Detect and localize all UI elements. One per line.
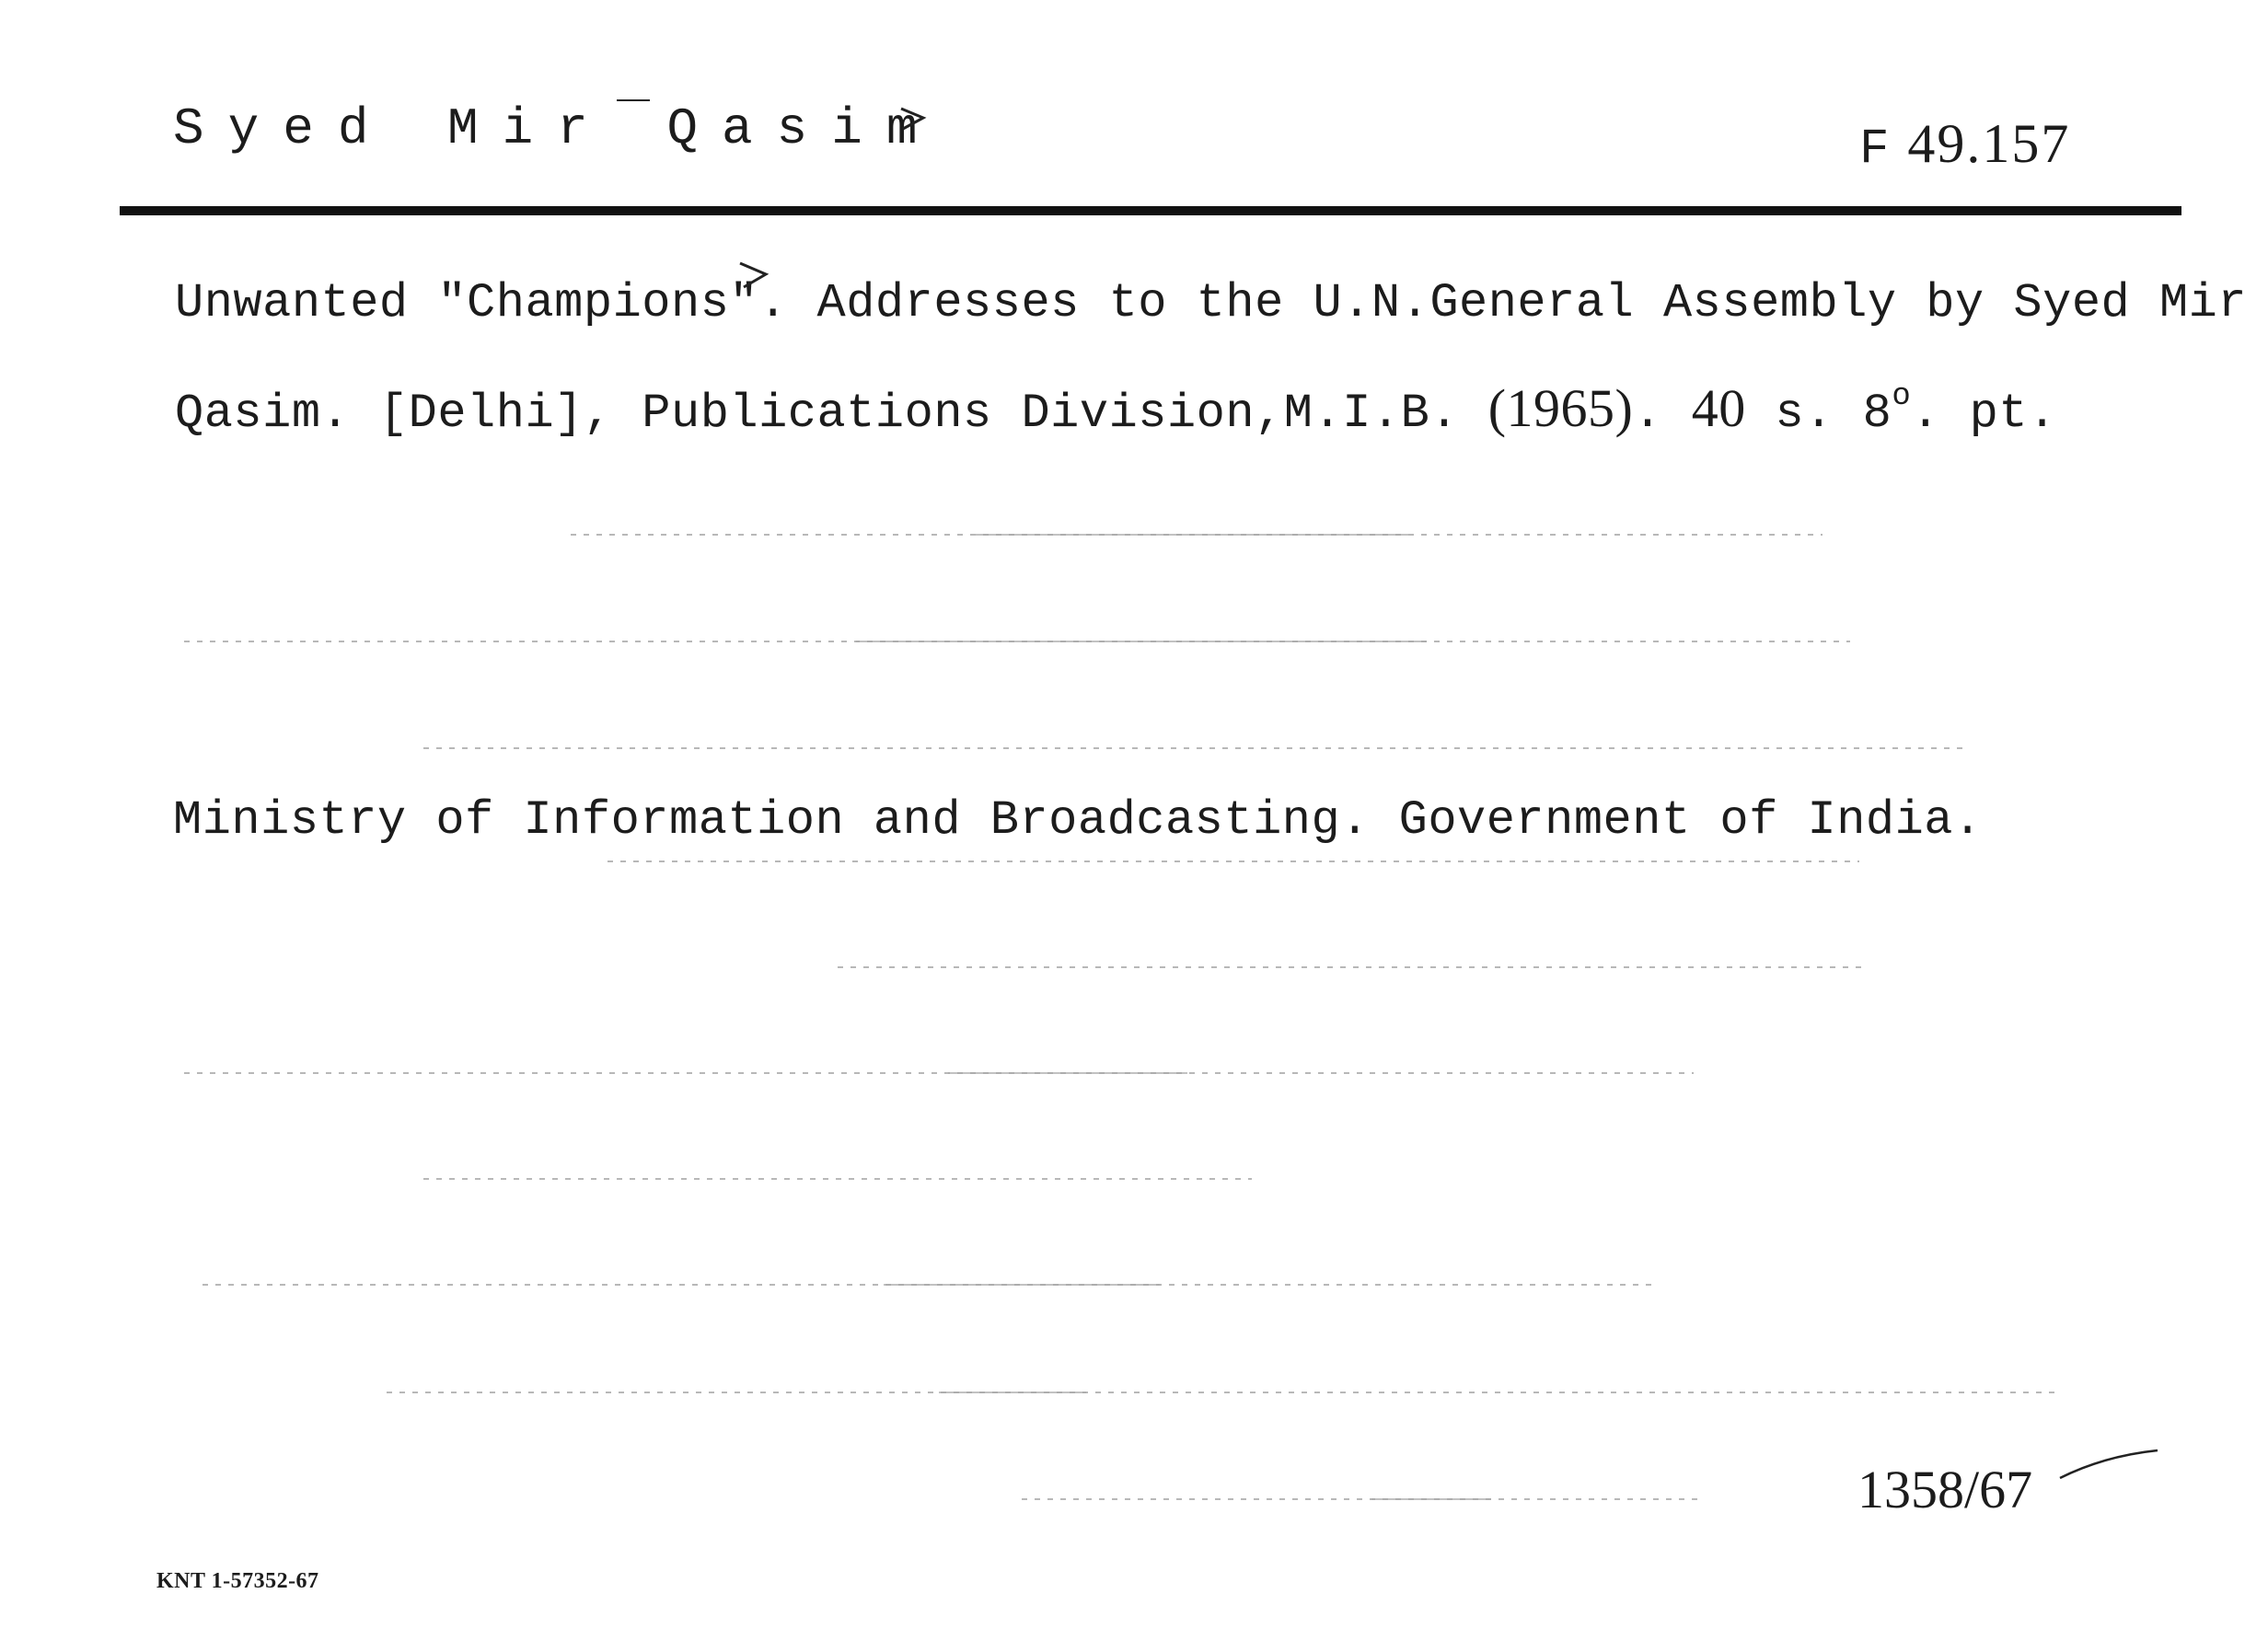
pagination-unit: s. 8: [1745, 387, 1892, 441]
title-line-1: Unwanted "Champions". Addresses to the U.N.General Assembly by Syed Mir: [175, 276, 2248, 330]
shelfmark-number: 49.157: [1907, 113, 2071, 174]
imprint-line: [175, 377, 2057, 441]
title-caret-mark: [736, 260, 773, 293]
accession-pen-stroke: [2058, 1447, 2159, 1484]
ruled-line: [608, 860, 1859, 862]
ruled-line: [838, 966, 1869, 968]
ruled-line: [856, 641, 1427, 642]
ruled-line: [423, 747, 1970, 749]
ruled-line: [1371, 1498, 1491, 1500]
heading-rule: [120, 206, 2181, 215]
heading-macron-mark: [615, 96, 652, 105]
ruled-line: [884, 1284, 1160, 1286]
ruled-line: [387, 1392, 2062, 1393]
format-superscript: o: [1892, 379, 1912, 414]
accession-number: 1358/67: [1857, 1460, 2033, 1519]
corporate-author: Ministry of Information and Broadcasting. Government of India.: [173, 793, 1983, 848]
ruled-line: [1022, 1498, 1703, 1500]
shelfmark: [1859, 112, 2070, 178]
ruled-line: [939, 1392, 1086, 1393]
format-suffix: . pt.: [1911, 387, 2057, 441]
imprint-separator: .: [1633, 387, 1692, 441]
card-print-code: KNT 1-57352-67: [156, 1569, 319, 1593]
pagination: 40: [1691, 378, 1746, 438]
shelfmark-prefix: F: [1859, 121, 1892, 178]
author-heading: Syed Mir Qasim: [173, 99, 942, 158]
ruled-line: [948, 1072, 1187, 1074]
imprint-place-publisher: Qasim. [Delhi], Publications Division,M.I.B.: [175, 387, 1488, 441]
heading-caret-mark: [897, 103, 929, 134]
ruled-line: [423, 1178, 1252, 1180]
ruled-line: [184, 1072, 1694, 1074]
imprint-year: (1965): [1487, 378, 1634, 438]
ruled-line: [976, 534, 1408, 536]
